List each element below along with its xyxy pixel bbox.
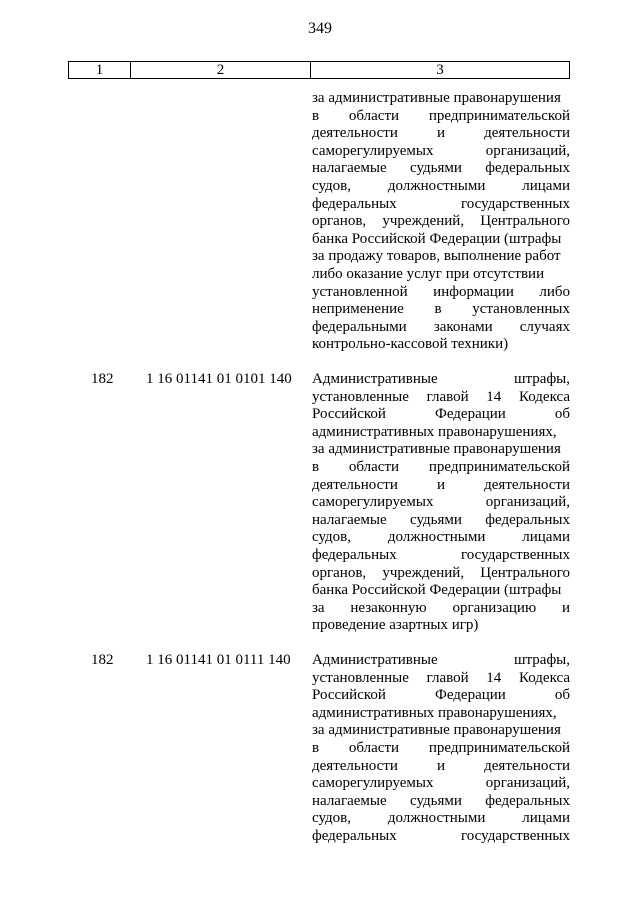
rows.0-line — [312, 565, 570, 583]
text-word: предпринимательской — [428, 458, 570, 475]
rows.1-line — [312, 810, 570, 828]
text-word: государственных — [461, 195, 570, 212]
text-word: контрольно-кассовой техники) — [312, 336, 509, 353]
rows.1-line — [312, 687, 570, 705]
continuation-line — [312, 108, 570, 126]
text-word: за административные правонарушения — [312, 90, 561, 106]
continuation-line — [312, 248, 570, 266]
rows.0-line — [312, 371, 570, 389]
text-word: за — [312, 599, 325, 616]
text-word: за административные правонарушения — [312, 441, 561, 458]
text-word: Административные — [312, 652, 438, 668]
text-word: либо — [539, 283, 570, 300]
text-word: Кодекса — [518, 669, 570, 686]
text-word: Российской — [312, 687, 386, 704]
text-word: саморегулируемых — [312, 775, 434, 792]
text-word: судов, — [312, 529, 351, 546]
rows.0-line — [312, 406, 570, 424]
text-word: области — [348, 739, 400, 756]
text-word: установленные — [312, 669, 409, 686]
text-word: либо оказание услуг при отсутствии — [312, 265, 545, 282]
rows.0-line — [312, 529, 570, 547]
text-word: лицами — [522, 529, 570, 546]
text-word: саморегулируемых — [312, 142, 434, 159]
text-word: деятельности — [484, 476, 570, 493]
text-word: Центрального — [480, 213, 570, 230]
text-word: Российской — [312, 406, 386, 423]
text-word: в — [434, 301, 442, 318]
text-word: главой — [426, 669, 469, 686]
continuation-line — [312, 231, 570, 249]
text-word: деятельности — [484, 125, 570, 142]
text-word: федеральных — [485, 511, 570, 528]
text-word: штрафы, — [514, 652, 570, 668]
text-word: случаях — [519, 318, 570, 335]
text-word: федеральными — [312, 318, 407, 335]
continuation-line — [312, 213, 570, 231]
text-word: государственных — [461, 827, 570, 844]
rows.1-line — [312, 722, 570, 740]
text-word: и — [561, 599, 570, 616]
continuation-line — [312, 266, 570, 284]
rows.0-line — [312, 424, 570, 442]
continuation-line — [312, 160, 570, 178]
text-word: налагаемые — [312, 511, 387, 528]
text-word: области — [348, 107, 400, 124]
description-row-2 — [312, 652, 570, 846]
text-word: налагаемые — [312, 792, 387, 809]
rows.1-line — [312, 828, 570, 846]
text-word: об — [554, 406, 570, 423]
kbk-code-row-1: 1 16 01141 01 0101 140 — [146, 371, 292, 387]
text-word: установленные — [312, 388, 409, 405]
text-word: банка Российской Федерации (штрафы — [312, 230, 562, 247]
rows.1-line — [312, 670, 570, 688]
text-word: в — [312, 107, 320, 124]
text-word: неприменение — [312, 301, 404, 318]
rows.0-line — [312, 617, 570, 635]
text-word: проведение азартных игр) — [312, 617, 479, 634]
page-number: 349 — [308, 20, 332, 37]
text-word: и — [436, 476, 446, 493]
text-word: установленной — [312, 283, 408, 300]
rows.1-line — [312, 652, 570, 670]
text-word: Федерации — [434, 406, 506, 423]
text-word: судьями — [410, 792, 462, 809]
text-word: федеральных — [312, 827, 397, 844]
text-word: учреждений, — [382, 213, 465, 230]
text-word: Федерации — [434, 687, 506, 704]
rows.0-line — [312, 459, 570, 477]
rows.1-line — [312, 705, 570, 723]
admin-code-row-1: 182 — [91, 371, 114, 387]
rows.0-line — [312, 389, 570, 407]
text-word: информации — [433, 283, 514, 300]
text-word: деятельности — [484, 757, 570, 774]
text-word: налагаемые — [312, 160, 387, 177]
text-word: штрафы, — [514, 371, 570, 387]
text-word: федеральных — [312, 546, 397, 563]
text-word: незаконную — [350, 599, 427, 616]
continuation-line — [312, 319, 570, 337]
text-word: 14 — [486, 388, 502, 405]
rows.1-line — [312, 740, 570, 758]
continuation-line — [312, 125, 570, 143]
text-word: судов, — [312, 177, 351, 194]
text-word: должностными — [387, 177, 486, 194]
text-word: органов, — [312, 213, 367, 230]
text-word: предпринимательской — [428, 739, 570, 756]
text-word: федеральных — [485, 160, 570, 177]
text-word: и — [436, 757, 446, 774]
continuation-line — [312, 143, 570, 161]
text-word: должностными — [387, 529, 486, 546]
text-word: в — [312, 458, 320, 475]
text-word: законами — [433, 318, 493, 335]
text-word: федеральных — [312, 195, 397, 212]
text-word: лицами — [522, 810, 570, 827]
rows.0-line — [312, 600, 570, 618]
continuation-line — [312, 336, 570, 354]
text-word: судов, — [312, 810, 351, 827]
text-word: банка Российской Федерации (штрафы — [312, 582, 562, 599]
header-col-2: 2 — [131, 62, 311, 78]
rows.0-line — [312, 512, 570, 530]
text-word: области — [348, 458, 400, 475]
text-word: и — [436, 125, 446, 142]
text-word: деятельности — [312, 476, 398, 493]
header-col-3: 3 — [436, 61, 444, 78]
table-header — [68, 61, 570, 79]
rows.1-line — [312, 775, 570, 793]
rows.0-line — [312, 441, 570, 459]
text-word: органов, — [312, 564, 367, 581]
continuation-line — [312, 178, 570, 196]
text-word: Центрального — [480, 564, 570, 581]
continuation-text — [312, 90, 570, 354]
text-word: судьями — [410, 160, 462, 177]
text-word: установленных — [472, 301, 570, 318]
rows.0-line — [312, 477, 570, 495]
rows.1-line — [312, 793, 570, 811]
text-word: предпринимательской — [428, 107, 570, 124]
text-word: организацию — [452, 599, 537, 616]
continuation-line — [312, 196, 570, 214]
text-word: деятельности — [312, 757, 398, 774]
kbk-code-row-2: 1 16 01141 01 0111 140 — [146, 652, 291, 668]
text-word: учреждений, — [382, 564, 465, 581]
text-word: в — [312, 739, 320, 756]
text-word: государственных — [461, 546, 570, 563]
text-word: судьями — [410, 511, 462, 528]
text-word: Административные — [312, 371, 438, 387]
text-word: главой — [426, 388, 469, 405]
text-word: организаций, — [485, 494, 570, 511]
text-word: 14 — [486, 669, 502, 686]
text-word: за административные правонарушения — [312, 722, 561, 739]
text-word: организаций, — [485, 775, 570, 792]
text-word: саморегулируемых — [312, 494, 434, 511]
text-word: федеральных — [485, 792, 570, 809]
continuation-line — [312, 284, 570, 302]
continuation-line — [312, 90, 570, 108]
text-word: организаций, — [485, 142, 570, 159]
admin-code-row-2: 182 — [91, 652, 114, 668]
text-word: за продажу товаров, выполнение работ — [312, 248, 561, 265]
continuation-line — [312, 301, 570, 319]
text-word: Кодекса — [518, 388, 570, 405]
text-word: административных правонарушениях, — [312, 423, 557, 440]
text-word: деятельности — [312, 125, 398, 142]
rows.0-line — [312, 582, 570, 600]
text-word: об — [554, 687, 570, 704]
text-word: должностными — [387, 810, 486, 827]
rows.1-line — [312, 758, 570, 776]
text-word: административных правонарушениях, — [312, 704, 557, 721]
rows.0-line — [312, 547, 570, 565]
rows.0-line — [312, 494, 570, 512]
text-word: лицами — [522, 177, 570, 194]
description-row-1 — [312, 371, 570, 635]
header-col-1: 1 — [69, 62, 131, 78]
